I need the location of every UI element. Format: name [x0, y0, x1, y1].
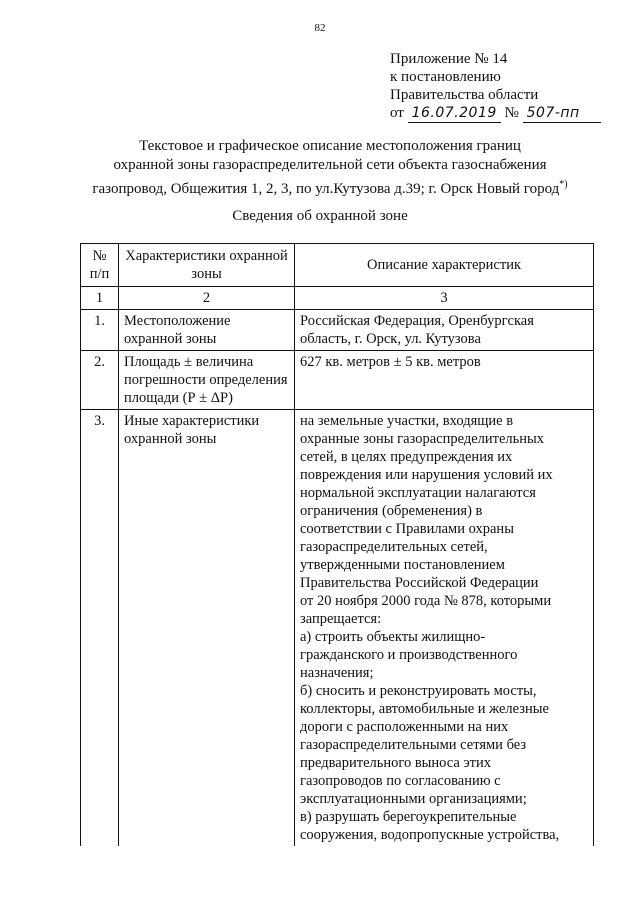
document-title: [70, 137, 590, 199]
title-line-2: охранной зоны газораспределительной сети объекта газоснабжения: [113, 157, 547, 173]
table-row: [81, 410, 594, 847]
description-line: охранные зоны газораспределительных: [300, 431, 545, 447]
description-line: от 20 ноября 2000 года № 878, которыми: [300, 593, 552, 609]
description-line: предварительного выноса этих: [300, 755, 492, 771]
section-subtitle: Сведения об охранной зоне: [232, 208, 408, 224]
handwritten-number: 507-пп: [523, 104, 601, 123]
table-header-row: [81, 244, 594, 287]
row-characteristic: Иные характеристики охранной зоны: [119, 410, 295, 847]
description-line: а) строить объекты жилищно-: [300, 629, 486, 645]
description-line: утвержденными постановлением: [300, 557, 505, 573]
number-label: №: [504, 105, 519, 121]
handwritten-date: 16.07.2019: [408, 104, 501, 123]
description-line: гражданского и производственного: [300, 647, 518, 663]
title-line-1: Текстовое и графическое описание местоположения границ: [139, 138, 521, 154]
footnote-mark: *): [559, 179, 568, 190]
row-description: Российская Федерация, Оренбургская область, г. Орск, ул. Кутузова: [295, 310, 594, 351]
description-line: ограничения (обременения) в: [300, 503, 483, 519]
row-characteristic: Местоположение охранной зоны: [119, 310, 295, 351]
row-number: 1.: [81, 310, 119, 351]
appendix-government: Правительства области: [390, 87, 539, 103]
header-number: № п/п: [81, 244, 119, 287]
row-description: 627 кв. метров ± 5 кв. метров: [295, 351, 594, 410]
description-line: б) сносить и реконструировать мосты,: [300, 683, 537, 699]
description-line: эксплуатационными организациями;: [300, 791, 527, 807]
appendix-date-line: [390, 104, 601, 123]
description-line: повреждения или нарушения условий их: [300, 467, 553, 483]
appendix-title: Приложение № 14: [390, 51, 508, 67]
description-line: газораспределительных сетей,: [300, 539, 488, 555]
description-line: соответствии с Правилами охраны: [300, 521, 514, 537]
description-line: газопроводов по согласованию с: [300, 773, 501, 789]
description-line: назначения;: [300, 665, 374, 681]
zone-info-table: [80, 243, 594, 846]
ot-label: от: [390, 105, 404, 121]
index-cell: 1: [81, 287, 119, 310]
description-line: сетей, в целях предупреждения их: [300, 449, 513, 465]
row-number: 2.: [81, 351, 119, 410]
appendix-resolution: к постановлению: [390, 69, 501, 85]
description-line: коллекторы, автомобильные и железные: [300, 701, 549, 717]
description-line: Правительства Российской Федерации: [300, 575, 539, 591]
description-line: нормальной эксплуатации налагаются: [300, 485, 536, 501]
description-line: на земельные участки, входящие в: [300, 413, 514, 429]
title-line-3-wrap: [70, 175, 590, 199]
row-number: 3.: [81, 410, 119, 847]
row-description: [295, 410, 594, 847]
header-description: Описание характеристик: [295, 244, 594, 287]
table-row: [81, 310, 594, 351]
table-index-row: [81, 287, 594, 310]
table-row: [81, 351, 594, 410]
description-line: дороги с расположенными на них: [300, 719, 509, 735]
title-line-3: газопровод, Общежития 1, 2, 3, по ул.Кутузова д.39; г. Орск Новый город: [92, 181, 560, 197]
description-line: газораспределительными сетями без: [300, 737, 527, 753]
header-characteristic: Характеристики охранной зоны: [119, 244, 295, 287]
index-cell: 3: [295, 287, 594, 310]
index-cell: 2: [119, 287, 295, 310]
appendix-block: [390, 50, 601, 123]
row-characteristic: Площадь ± величина погрешности определения площади (Р ± ΔР): [119, 351, 295, 410]
description-line: сооружения, водопропускные устройства,: [300, 827, 560, 843]
description-line: в) разрушать берегоукрепительные: [300, 809, 517, 825]
page-number: 82: [314, 22, 326, 34]
description-line: запрещается:: [300, 611, 382, 627]
